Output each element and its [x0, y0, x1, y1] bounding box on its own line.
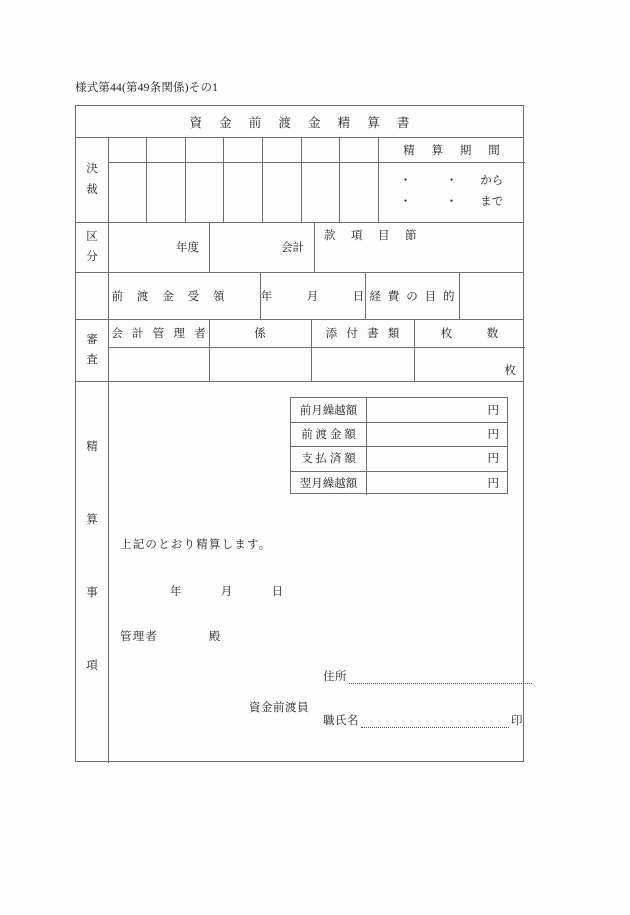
period-from-line: ・ ・ から	[399, 174, 504, 187]
amount-unit-advance: 円	[487, 429, 499, 442]
approval-label: 決 裁	[86, 163, 98, 196]
form-number: 様式第44(第49条関係)その1	[75, 82, 219, 94]
signature-name-label: 職氏名	[323, 715, 359, 727]
signature-role: 資金前渡員	[249, 702, 309, 714]
period-to-line: ・ ・ まで	[399, 196, 504, 208]
review-header-sheet-count: 枚 数	[440, 328, 499, 340]
settlement-statement: 上記のとおり精算します。	[120, 539, 272, 551]
review-value-sheet-count[interactable]: 枚	[504, 365, 516, 377]
signature-name-line[interactable]	[323, 712, 523, 728]
account-label: 会計	[281, 242, 304, 254]
amount-label-paid: 支 払 済 額	[291, 446, 367, 470]
signature-name-dots	[361, 716, 509, 728]
amount-label-next-balance: 翌月繰越額	[291, 471, 367, 495]
period-header-text: 精 算 期 間	[403, 144, 507, 157]
fiscal-year-label: 年度	[176, 242, 199, 254]
budget-header: 款 項 目 節	[324, 230, 419, 242]
signature-address-label: 住所	[323, 671, 347, 683]
review-header-attachments: 添 付 書 類	[325, 328, 403, 340]
settlement-form-table	[75, 105, 524, 762]
form-title-text: 資 金 前 渡 金 精 算 書	[189, 115, 417, 130]
classification-label: 区 分	[86, 230, 98, 263]
settlement-section-label: 精 算 事 項	[86, 440, 98, 672]
receipt-date-label: 年 月 日	[260, 290, 365, 303]
review-header-accounting-manager: 会 計 管 理 者	[111, 328, 209, 340]
review-label: 審 査	[86, 333, 98, 366]
receipt-label-text: 前 渡 金 受 領	[111, 290, 230, 303]
settlement-date-line[interactable]: 年 月 日	[170, 586, 285, 598]
amount-unit-next-balance: 円	[487, 477, 499, 490]
purpose-label-text: 経 費 の 目 的	[369, 290, 457, 303]
amount-label-prev-balance: 前月繰越額	[291, 398, 367, 422]
signature-address-line[interactable]	[323, 668, 532, 684]
amount-unit-prev-balance: 円	[487, 405, 499, 418]
addressee-line: 管理者 殿	[120, 631, 222, 643]
amount-label-advance: 前 渡 金 額	[291, 422, 367, 446]
signature-block	[76, 106, 523, 761]
review-header-section: 係	[254, 328, 266, 340]
signature-address-dots	[349, 672, 532, 684]
signature-seal-label: 印	[511, 715, 523, 727]
amount-unit-paid: 円	[487, 453, 499, 466]
